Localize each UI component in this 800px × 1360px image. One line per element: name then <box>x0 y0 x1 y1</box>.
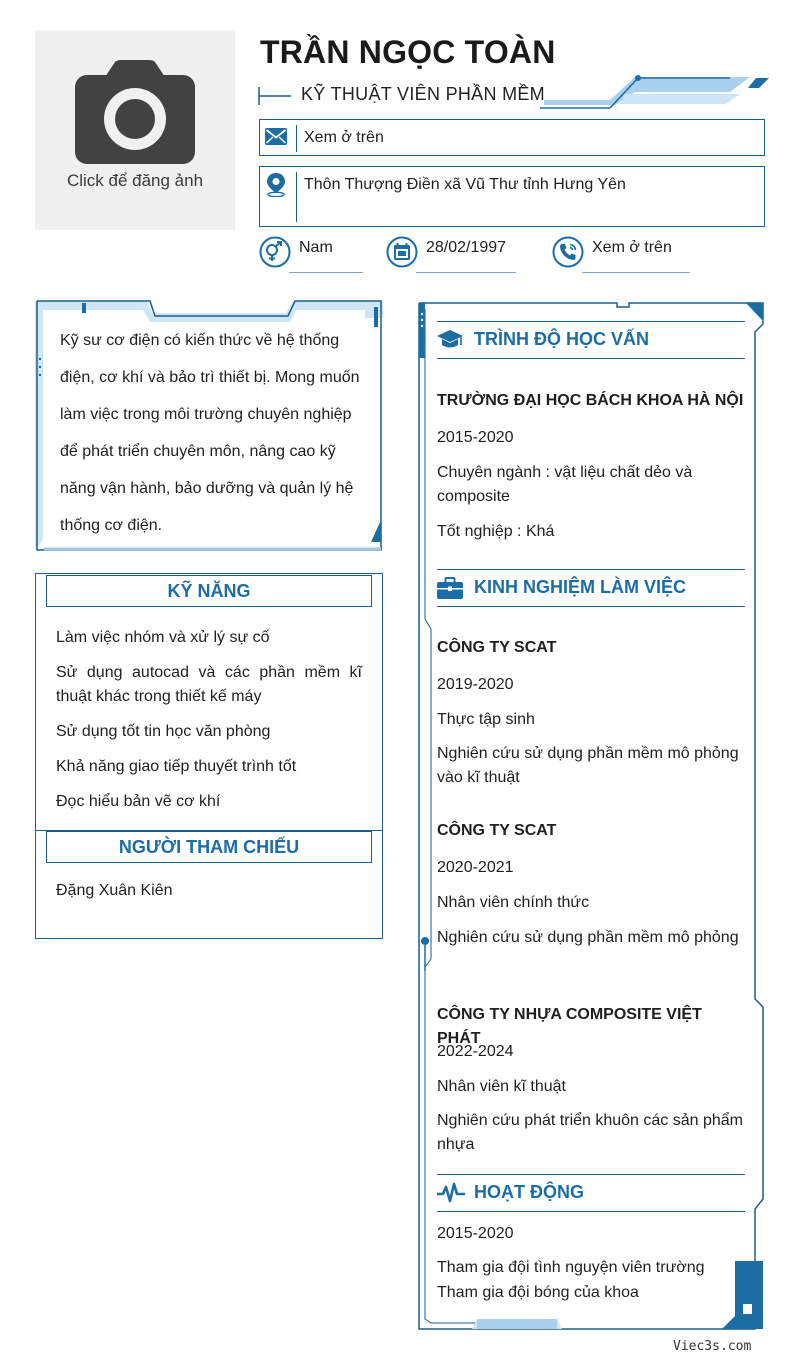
candidate-name: TRẦN NGỌC TOÀN <box>260 34 556 70</box>
job-company: CÔNG TY NHỰA COMPOSITE VIỆT PHÁT <box>437 1006 702 1047</box>
references-title: NGƯỜI THAM CHIẾU <box>46 831 372 863</box>
right-column <box>417 299 765 1331</box>
graduation-cap-icon <box>437 329 463 351</box>
heartbeat-icon <box>437 1182 465 1204</box>
title-marker <box>258 85 292 107</box>
calendar-icon <box>386 236 418 268</box>
activity-item: Tham gia đội bóng của khoa <box>437 1284 639 1301</box>
location-pin-icon <box>265 173 287 197</box>
envelope-icon <box>265 128 287 145</box>
activities-title: HOẠT ĐỘNG <box>474 1182 584 1202</box>
job-description: Nghiên cứu sử dụng phần mềm mô phỏng <box>437 929 739 946</box>
header-decoration <box>540 74 770 114</box>
skill-item: Sử dụng tốt tin học văn phòng <box>56 723 271 740</box>
email-value: Xem ở trên <box>304 129 384 146</box>
address-value: Thôn Thượng Điền xã Vũ Thư tỉnh Hưng Yên <box>304 176 626 193</box>
job-role: Nhân viên kĩ thuật <box>437 1078 566 1095</box>
experience-title: KINH NGHIỆM LÀM VIỆC <box>474 577 687 597</box>
skill-item: Đọc hiểu bản vẽ cơ khí <box>56 793 221 810</box>
job-period: 2019-2020 <box>437 676 514 693</box>
site-watermark[interactable]: Viec3s.com <box>673 1339 752 1354</box>
job-description: Nghiên cứu phát triển khuôn các sản phẩm nhựa <box>437 1112 744 1153</box>
skills-title: KỸ NĂNG <box>46 575 372 607</box>
birthday-value: 28/02/1997 <box>426 239 507 256</box>
objective-section <box>35 299 383 552</box>
activities-header <box>437 1174 745 1212</box>
job-company: CÔNG TY SCAT <box>437 639 557 656</box>
photo-upload-label: Click để đăng ảnh <box>66 171 204 190</box>
skill-item: Làm việc nhóm và xử lý sự cố <box>56 629 270 646</box>
job-company: CÔNG TY SCAT <box>437 822 557 839</box>
phone-field[interactable] <box>552 234 692 276</box>
education-major: Chuyên ngành : vật liệu chất dẻo và composite <box>437 464 693 505</box>
job-period: 2020-2021 <box>437 859 514 876</box>
briefcase-icon <box>437 577 463 599</box>
camera-icon <box>75 60 195 164</box>
activity-item: Tham gia đội tình nguyện viên trường <box>437 1259 705 1276</box>
experience-header <box>437 569 745 607</box>
skill-item: Sử dụng autocad và các phần mềm kĩ thuật khác trong thiết kế máy <box>56 664 362 705</box>
education-period: 2015-2020 <box>437 429 514 446</box>
education-school: TRƯỜNG ĐẠI HỌC BÁCH KHOA HÀ NỘI <box>437 392 744 409</box>
job-role: Nhân viên chính thức <box>437 894 590 911</box>
birthday-field[interactable] <box>386 234 516 276</box>
gender-value: Nam <box>299 239 333 256</box>
education-title: TRÌNH ĐỘ HỌC VẤN <box>474 329 649 349</box>
job-title: KỸ THUẬT VIÊN PHẦN MỀM <box>301 84 545 104</box>
objective-text: Kỹ sư cơ điện có kiến thức về hệ thống điện, cơ khí và bảo trì thiết bị. Mong muốn làm việc trong môi trường chuyên nghiệp để phát triển chuyên môn, nâng cao kỹ năng vận hành, bảo dưỡng và quản lý hệ thống cơ điện. <box>60 332 360 534</box>
skills-list <box>56 626 362 825</box>
address-field[interactable] <box>259 166 765 227</box>
phone-value: Xem ở trên <box>592 239 672 256</box>
skill-item: Khả năng giao tiếp thuyết trình tốt <box>56 758 297 775</box>
email-field[interactable] <box>259 119 765 156</box>
gender-field[interactable] <box>259 234 364 276</box>
skills-references-section <box>35 573 383 939</box>
education-header <box>437 321 745 359</box>
activity-period: 2015-2020 <box>437 1225 514 1242</box>
education-grade: Tốt nghiệp : Khá <box>437 523 555 540</box>
job-description: Nghiên cứu sử dụng phần mềm mô phỏng vào kĩ thuật <box>437 745 739 786</box>
gender-icon <box>259 236 291 268</box>
job-role: Thực tập sinh <box>437 711 535 728</box>
avatar-upload[interactable] <box>35 30 235 230</box>
phone-icon <box>552 236 584 268</box>
job-period: 2022-2024 <box>437 1043 514 1060</box>
reference-name: Đặng Xuân Kiên <box>56 882 173 899</box>
